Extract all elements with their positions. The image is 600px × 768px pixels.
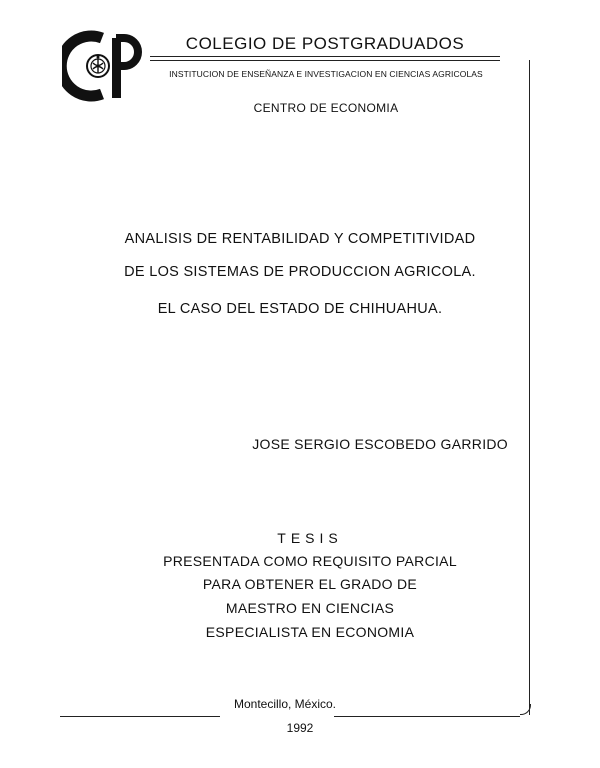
publication-year: 1992 xyxy=(286,721,314,735)
footer-rule-right xyxy=(334,716,520,717)
header-rule-top xyxy=(150,56,500,57)
degree-heading: TESIS xyxy=(277,530,343,546)
degree-line: MAESTRO EN CIENCIAS xyxy=(225,600,395,616)
thesis-title-line: EL CASO DEL ESTADO DE CHIHUAHUA. xyxy=(157,301,443,317)
degree-line: PRESENTADA COMO REQUISITO PARCIAL xyxy=(163,553,457,569)
institution-name: COLEGIO DE POSTGRADUADOS xyxy=(185,34,465,53)
institution-subtitle: INSTITUCION DE ENSEÑANZA E INVESTIGACION EN CIENCIAS AGRICOLAS xyxy=(169,69,483,79)
degree-line: PARA OBTENER EL GRADO DE xyxy=(202,576,418,592)
author-name: JOSE SERGIO ESCOBEDO GARRIDO xyxy=(252,436,508,452)
thesis-title-line: ANALISIS DE RENTABILIDAD Y COMPETITIVIDAD xyxy=(124,231,476,247)
publication-place: Montecillo, México. xyxy=(233,697,337,711)
thesis-title-line: DE LOS SISTEMAS DE PRODUCCION AGRICOLA. xyxy=(124,264,476,280)
footer-rule-left xyxy=(60,716,220,717)
colegio-postgraduados-logo xyxy=(62,30,144,102)
page-frame-right-border xyxy=(529,60,530,715)
header-rule-bottom xyxy=(150,60,500,61)
academic-center: CENTRO DE ECONOMIA xyxy=(253,101,399,115)
degree-line: ESPECIALISTA EN ECONOMIA xyxy=(205,624,415,640)
